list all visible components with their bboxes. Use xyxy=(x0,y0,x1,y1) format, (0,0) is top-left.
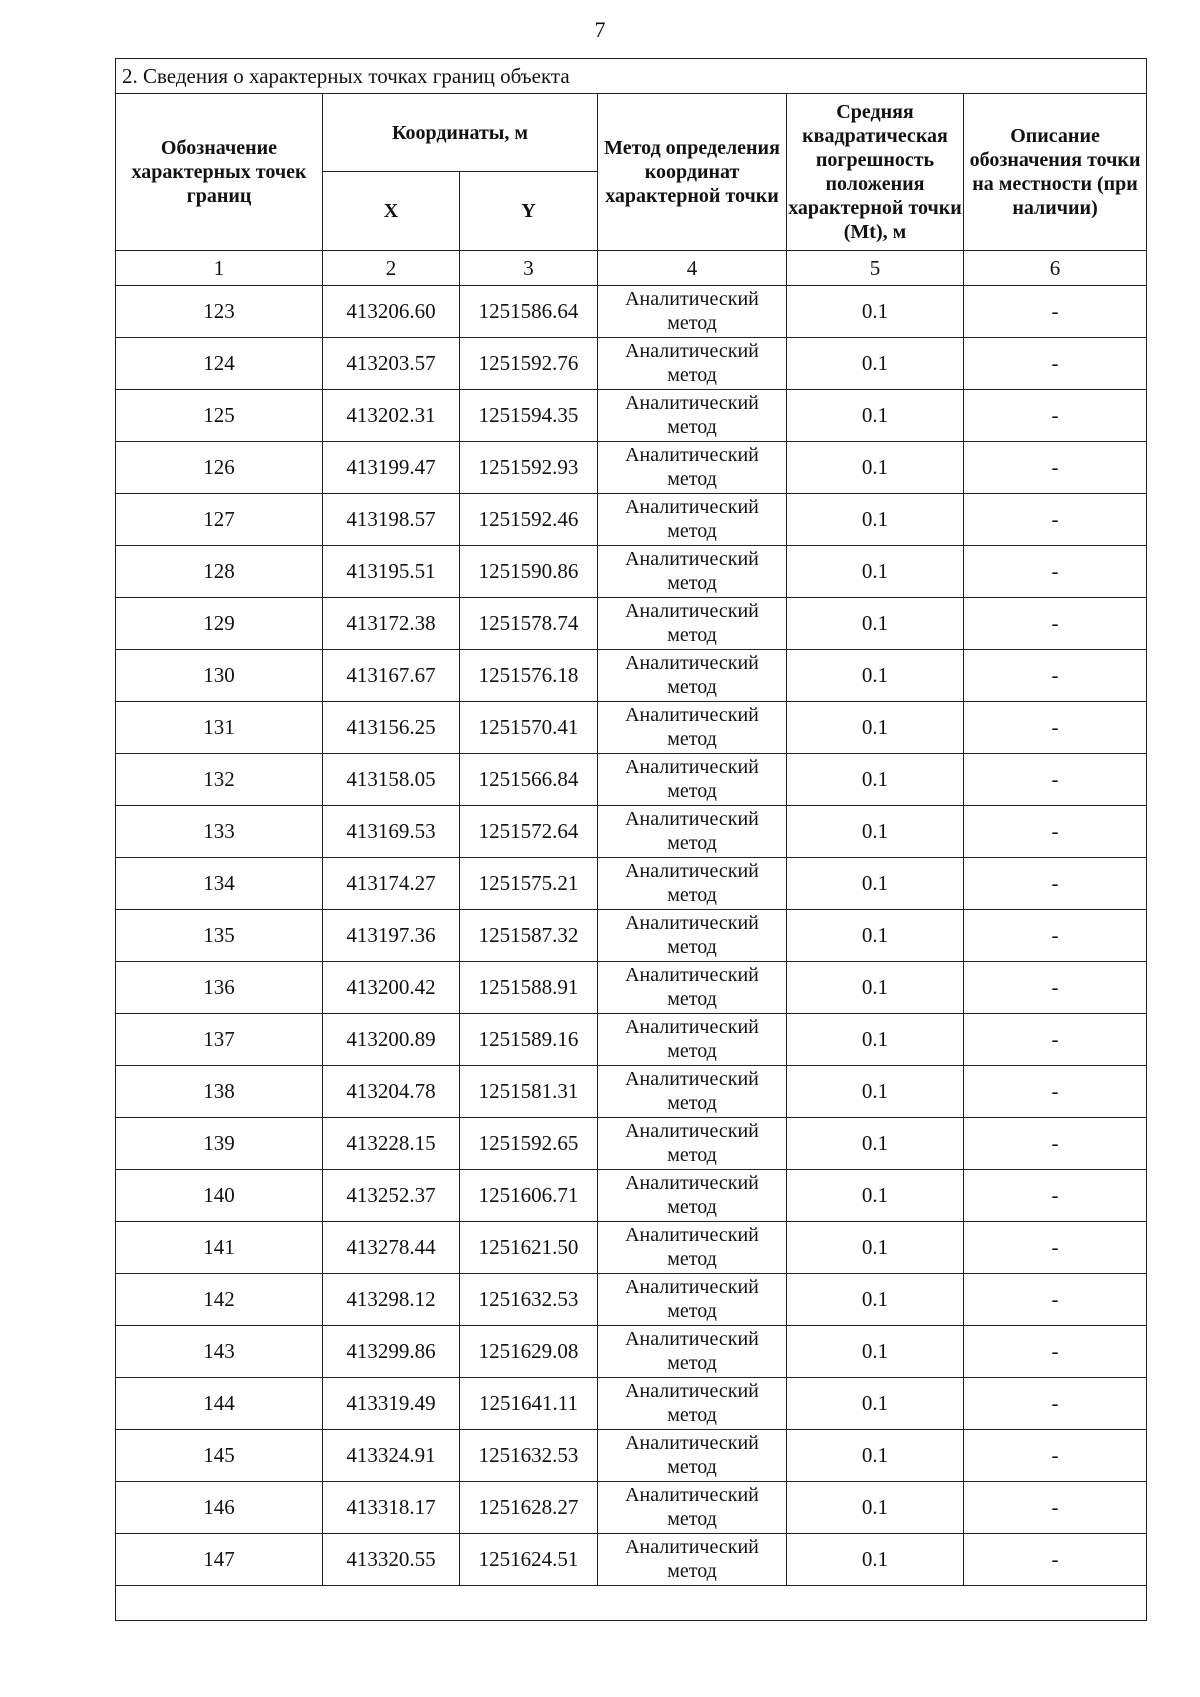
cell-y: 1251589.16 xyxy=(460,1014,598,1066)
cell-point: 143 xyxy=(116,1326,323,1378)
cell-method: Аналитический метод xyxy=(598,650,787,702)
header-coordinates: Координаты, м xyxy=(323,94,598,172)
cell-point: 139 xyxy=(116,1118,323,1170)
table-row xyxy=(116,494,1147,546)
table-body xyxy=(116,286,1147,1586)
cell-method: Аналитический метод xyxy=(598,1066,787,1118)
table-row xyxy=(116,286,1147,338)
cell-description: - xyxy=(964,494,1147,546)
table-row xyxy=(116,650,1147,702)
table-row xyxy=(116,1482,1147,1534)
cell-y: 1251628.27 xyxy=(460,1482,598,1534)
cell-error: 0.1 xyxy=(787,1170,964,1222)
cell-y: 1251624.51 xyxy=(460,1534,598,1586)
table-row xyxy=(116,1222,1147,1274)
cell-description: - xyxy=(964,702,1147,754)
header-method: Метод определения координат характерной точки xyxy=(598,94,787,251)
empty-footer-row xyxy=(116,1586,1147,1621)
cell-method: Аналитический метод xyxy=(598,494,787,546)
cell-error: 0.1 xyxy=(787,650,964,702)
table-row xyxy=(116,1378,1147,1430)
table-row xyxy=(116,1326,1147,1378)
cell-y: 1251629.08 xyxy=(460,1326,598,1378)
table-row xyxy=(116,390,1147,442)
cell-error: 0.1 xyxy=(787,806,964,858)
cell-x: 413206.60 xyxy=(323,286,460,338)
cell-point: 128 xyxy=(116,546,323,598)
table-row xyxy=(116,1118,1147,1170)
cell-description: - xyxy=(964,650,1147,702)
cell-method: Аналитический метод xyxy=(598,754,787,806)
cell-x: 413252.37 xyxy=(323,1170,460,1222)
cell-error: 0.1 xyxy=(787,1534,964,1586)
table-row xyxy=(116,1274,1147,1326)
header-x: X xyxy=(323,172,460,251)
cell-method: Аналитический метод xyxy=(598,1378,787,1430)
cell-description: - xyxy=(964,806,1147,858)
cell-method: Аналитический метод xyxy=(598,1430,787,1482)
cell-description: - xyxy=(964,962,1147,1014)
cell-method: Аналитический метод xyxy=(598,1326,787,1378)
cell-description: - xyxy=(964,858,1147,910)
cell-point: 147 xyxy=(116,1534,323,1586)
table-row xyxy=(116,338,1147,390)
cell-error: 0.1 xyxy=(787,390,964,442)
cell-description: - xyxy=(964,754,1147,806)
cell-description: - xyxy=(964,1378,1147,1430)
table-row xyxy=(116,1170,1147,1222)
cell-description: - xyxy=(964,1118,1147,1170)
boundary-points-table xyxy=(115,58,1147,1621)
cell-error: 0.1 xyxy=(787,702,964,754)
cell-x: 413278.44 xyxy=(323,1222,460,1274)
cell-description: - xyxy=(964,1430,1147,1482)
cell-x: 413202.31 xyxy=(323,390,460,442)
cell-error: 0.1 xyxy=(787,1378,964,1430)
cell-error: 0.1 xyxy=(787,546,964,598)
table-row xyxy=(116,1066,1147,1118)
cell-y: 1251572.64 xyxy=(460,806,598,858)
cell-x: 413198.57 xyxy=(323,494,460,546)
cell-method: Аналитический метод xyxy=(598,598,787,650)
cell-x: 413156.25 xyxy=(323,702,460,754)
cell-point: 140 xyxy=(116,1170,323,1222)
cell-method: Аналитический метод xyxy=(598,546,787,598)
cell-error: 0.1 xyxy=(787,598,964,650)
cell-error: 0.1 xyxy=(787,286,964,338)
cell-error: 0.1 xyxy=(787,1118,964,1170)
column-number: 6 xyxy=(964,251,1147,286)
cell-method: Аналитический метод xyxy=(598,962,787,1014)
cell-point: 138 xyxy=(116,1066,323,1118)
cell-point: 130 xyxy=(116,650,323,702)
cell-method: Аналитический метод xyxy=(598,1118,787,1170)
cell-error: 0.1 xyxy=(787,1014,964,1066)
cell-description: - xyxy=(964,286,1147,338)
cell-y: 1251575.21 xyxy=(460,858,598,910)
cell-method: Аналитический метод xyxy=(598,858,787,910)
cell-point: 135 xyxy=(116,910,323,962)
table-row xyxy=(116,702,1147,754)
cell-description: - xyxy=(964,338,1147,390)
cell-method: Аналитический метод xyxy=(598,1274,787,1326)
table-row xyxy=(116,1534,1147,1586)
cell-error: 0.1 xyxy=(787,910,964,962)
cell-x: 413200.42 xyxy=(323,962,460,1014)
cell-description: - xyxy=(964,1066,1147,1118)
header-point-designation: Обозначение характерных точек границ xyxy=(116,94,323,251)
cell-method: Аналитический метод xyxy=(598,1170,787,1222)
cell-x: 413167.67 xyxy=(323,650,460,702)
cell-method: Аналитический метод xyxy=(598,910,787,962)
cell-description: - xyxy=(964,1326,1147,1378)
cell-point: 129 xyxy=(116,598,323,650)
cell-y: 1251632.53 xyxy=(460,1430,598,1482)
table-row xyxy=(116,754,1147,806)
cell-x: 413299.86 xyxy=(323,1326,460,1378)
cell-point: 134 xyxy=(116,858,323,910)
cell-y: 1251621.50 xyxy=(460,1222,598,1274)
header-error: Средняя квадратическая погрешность положения характерной точки (Mt), м xyxy=(787,94,964,251)
cell-point: 141 xyxy=(116,1222,323,1274)
cell-y: 1251592.46 xyxy=(460,494,598,546)
empty-cell xyxy=(116,1586,1147,1621)
cell-point: 133 xyxy=(116,806,323,858)
cell-point: 146 xyxy=(116,1482,323,1534)
cell-x: 413318.17 xyxy=(323,1482,460,1534)
cell-description: - xyxy=(964,1274,1147,1326)
header-description: Описание обозначения точки на местности (при наличии) xyxy=(964,94,1147,251)
cell-error: 0.1 xyxy=(787,858,964,910)
cell-method: Аналитический метод xyxy=(598,1222,787,1274)
cell-method: Аналитический метод xyxy=(598,806,787,858)
cell-point: 137 xyxy=(116,1014,323,1066)
cell-description: - xyxy=(964,546,1147,598)
cell-error: 0.1 xyxy=(787,1482,964,1534)
cell-point: 136 xyxy=(116,962,323,1014)
table-row xyxy=(116,1014,1147,1066)
cell-point: 126 xyxy=(116,442,323,494)
cell-x: 413203.57 xyxy=(323,338,460,390)
cell-y: 1251592.93 xyxy=(460,442,598,494)
table-row xyxy=(116,442,1147,494)
cell-error: 0.1 xyxy=(787,1274,964,1326)
cell-y: 1251586.64 xyxy=(460,286,598,338)
cell-description: - xyxy=(964,910,1147,962)
column-number: 1 xyxy=(116,251,323,286)
cell-point: 123 xyxy=(116,286,323,338)
cell-description: - xyxy=(964,1534,1147,1586)
cell-error: 0.1 xyxy=(787,442,964,494)
cell-error: 0.1 xyxy=(787,754,964,806)
cell-method: Аналитический метод xyxy=(598,1014,787,1066)
cell-y: 1251581.31 xyxy=(460,1066,598,1118)
cell-method: Аналитический метод xyxy=(598,286,787,338)
column-number: 5 xyxy=(787,251,964,286)
table-row xyxy=(116,806,1147,858)
cell-x: 413228.15 xyxy=(323,1118,460,1170)
cell-y: 1251578.74 xyxy=(460,598,598,650)
column-number: 4 xyxy=(598,251,787,286)
cell-method: Аналитический метод xyxy=(598,702,787,754)
cell-y: 1251588.91 xyxy=(460,962,598,1014)
cell-y: 1251566.84 xyxy=(460,754,598,806)
cell-x: 413319.49 xyxy=(323,1378,460,1430)
cell-method: Аналитический метод xyxy=(598,1482,787,1534)
cell-point: 142 xyxy=(116,1274,323,1326)
cell-description: - xyxy=(964,442,1147,494)
cell-description: - xyxy=(964,598,1147,650)
cell-description: - xyxy=(964,390,1147,442)
cell-method: Аналитический метод xyxy=(598,390,787,442)
cell-point: 125 xyxy=(116,390,323,442)
cell-description: - xyxy=(964,1222,1147,1274)
cell-error: 0.1 xyxy=(787,1430,964,1482)
table-row xyxy=(116,598,1147,650)
cell-error: 0.1 xyxy=(787,494,964,546)
cell-error: 0.1 xyxy=(787,962,964,1014)
cell-y: 1251587.32 xyxy=(460,910,598,962)
cell-y: 1251592.76 xyxy=(460,338,598,390)
cell-x: 413200.89 xyxy=(323,1014,460,1066)
cell-x: 413298.12 xyxy=(323,1274,460,1326)
table-row xyxy=(116,910,1147,962)
cell-point: 145 xyxy=(116,1430,323,1482)
column-number: 2 xyxy=(323,251,460,286)
cell-description: - xyxy=(964,1014,1147,1066)
cell-description: - xyxy=(964,1170,1147,1222)
cell-error: 0.1 xyxy=(787,1326,964,1378)
cell-y: 1251570.41 xyxy=(460,702,598,754)
cell-x: 413324.91 xyxy=(323,1430,460,1482)
cell-y: 1251594.35 xyxy=(460,390,598,442)
cell-y: 1251592.65 xyxy=(460,1118,598,1170)
cell-x: 413199.47 xyxy=(323,442,460,494)
cell-y: 1251576.18 xyxy=(460,650,598,702)
cell-x: 413320.55 xyxy=(323,1534,460,1586)
column-numbers-row xyxy=(116,251,1147,286)
cell-x: 413172.38 xyxy=(323,598,460,650)
cell-y: 1251632.53 xyxy=(460,1274,598,1326)
header-y: Y xyxy=(460,172,598,251)
column-number: 3 xyxy=(460,251,598,286)
cell-point: 124 xyxy=(116,338,323,390)
cell-error: 0.1 xyxy=(787,1222,964,1274)
cell-x: 413169.53 xyxy=(323,806,460,858)
cell-point: 144 xyxy=(116,1378,323,1430)
cell-x: 413158.05 xyxy=(323,754,460,806)
cell-point: 127 xyxy=(116,494,323,546)
cell-method: Аналитический метод xyxy=(598,338,787,390)
cell-y: 1251590.86 xyxy=(460,546,598,598)
cell-x: 413195.51 xyxy=(323,546,460,598)
cell-point: 132 xyxy=(116,754,323,806)
page-number: 7 xyxy=(594,17,606,42)
cell-description: - xyxy=(964,1482,1147,1534)
cell-y: 1251641.11 xyxy=(460,1378,598,1430)
cell-x: 413174.27 xyxy=(323,858,460,910)
cell-point: 131 xyxy=(116,702,323,754)
cell-x: 413204.78 xyxy=(323,1066,460,1118)
table-row xyxy=(116,1430,1147,1482)
cell-method: Аналитический метод xyxy=(598,1534,787,1586)
cell-y: 1251606.71 xyxy=(460,1170,598,1222)
cell-method: Аналитический метод xyxy=(598,442,787,494)
table-row xyxy=(116,858,1147,910)
table-row xyxy=(116,962,1147,1014)
table-row xyxy=(116,546,1147,598)
cell-x: 413197.36 xyxy=(323,910,460,962)
cell-error: 0.1 xyxy=(787,338,964,390)
cell-error: 0.1 xyxy=(787,1066,964,1118)
section-title: 2. Сведения о характерных точках границ объекта xyxy=(116,59,1147,94)
